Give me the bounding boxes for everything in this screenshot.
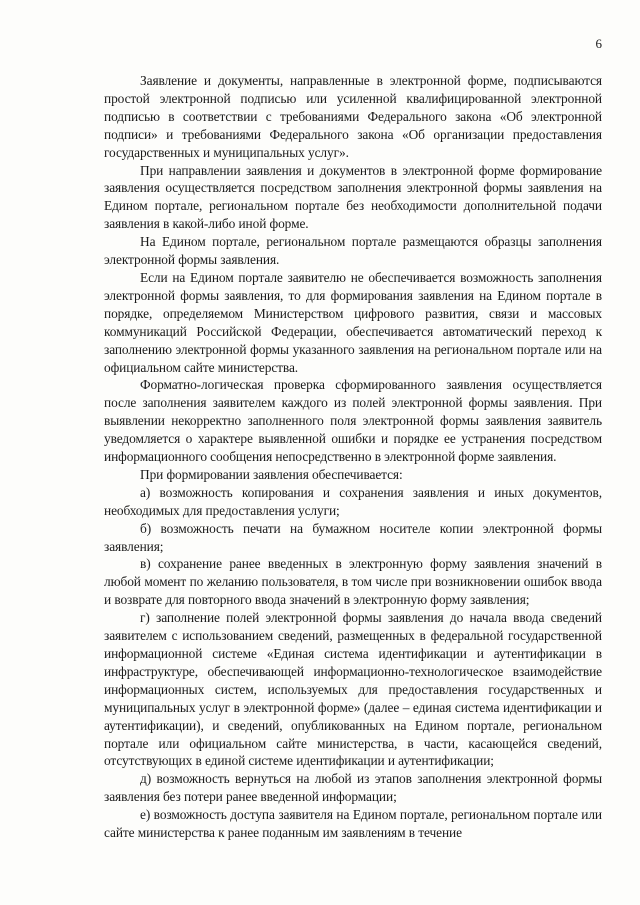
list-item-a: а) возможность копирования и сохранения заявления и иных документов, необходимых для предоставления услуги;	[104, 484, 602, 518]
document-body	[104, 72, 602, 842]
paragraph-provided-features-intro: При формировании заявления обеспечивается:	[140, 466, 403, 482]
paragraph-electronic-form-submission: При направлении заявления и документов в электронной форме формирование заявления осуществляется посредством заполнения электронной формы заявления на Едином портале, региональном портале без необходимости дополнительной подачи заявления в какой-либо иной форме.	[104, 162, 602, 232]
page-number: 6	[595, 36, 602, 51]
paragraph-format-logical-check: Форматно-логическая проверка сформированного заявления осуществляется после заполнения заявителем каждого из полей электронной формы заявления. При выявлении некорректно заполненного поля электронной формы заявления заявитель уведомляется о характере выявленной ошибки и порядке ее устранения посредством информационного сообщения непосредственно в электронной форме заявления.	[104, 377, 602, 465]
list-item-e: е) возможность доступа заявителя на Едином портале, региональном портале или сайте министерства к ранее поданным им заявлениям в течение	[104, 807, 602, 841]
paragraph-electronic-signature: Заявление и документы, направленные в электронной форме, подписываются простой электронной подписью или усиленной квалифицированной электронной подписью в соответствии с требованиями Федерального закона «Об электронной подписи» и требованиями Федерального закона «Об организации предоставления государственных и муниципальных услуг».	[104, 73, 602, 160]
paragraph-form-samples: На Едином портале, региональном портале размещаются образцы заполнения электронной формы заявления.	[104, 234, 602, 268]
list-item-v: в) сохранение ранее введенных в электронную форму заявления значений в любой момент по желанию пользователя, в том числе при возникновении ошибок ввода и возврате для повторного ввода значений в электронную форму заявления;	[104, 556, 602, 608]
list-item-d: д) возможность вернуться на любой из этапов заполнения электронной формы заявления без потери ранее введенной информации;	[104, 771, 602, 805]
list-item-g: г) заполнение полей электронной формы заявления до начала ввода сведений заявителем с использованием сведений, размещенных в федеральной государственной информационной системе «Единая система идентификации и аутентификации в инфраструктуре, обеспечивающей информационно-технологическое взаимодействие информационных систем, используемых для предоставления государственных и муниципальных услуг в электронной форме» (далее – единая система идентификации и аутентификации), и сведений, опубликованных на Едином портале, региональном портале или официальном сайте министерства, в части, касающейся сведений, отсутствующих в единой системе идентификации и аутентификации;	[104, 610, 602, 769]
list-item-b: б) возможность печати на бумажном носителе копии электронной формы заявления;	[104, 520, 602, 554]
paragraph-regional-portal-redirect: Если на Едином портале заявителю не обеспечивается возможность заполнения электронной формы заявления, то для формирования заявления на Едином портале в порядке, определяемом Министерством цифрового развития, связи и массовых коммуникаций Российской Федерации, обеспечивается автоматический переход к заполнению электронной формы указанного заявления на региональном портале или на официальном сайте министерства.	[104, 269, 602, 375]
